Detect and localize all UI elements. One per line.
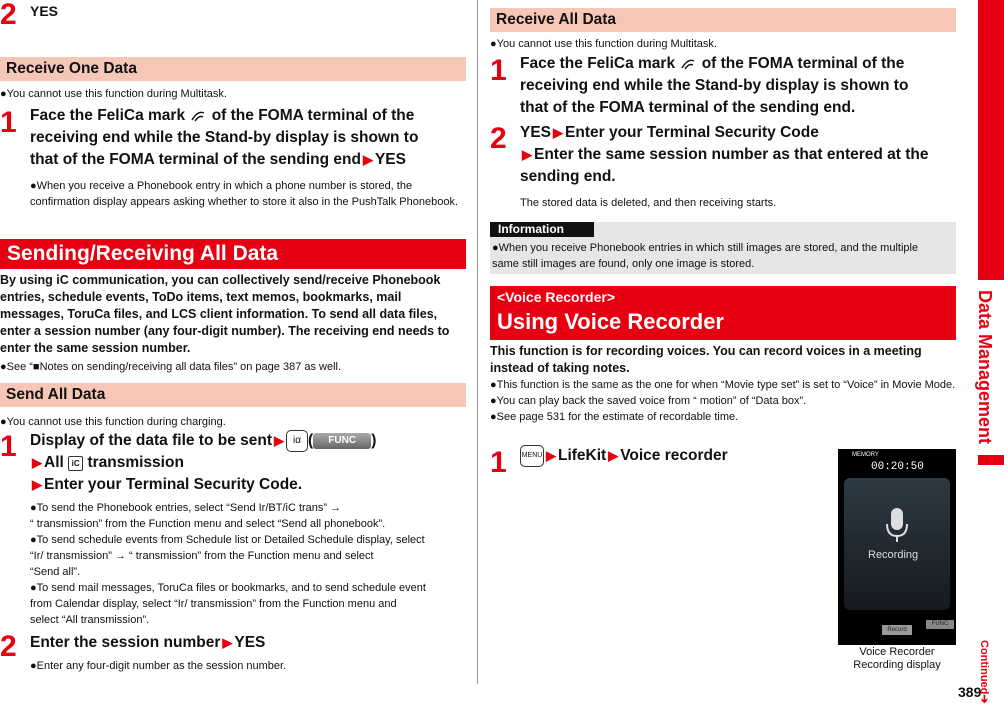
notes-list: ●To send the Phonebook entries, select “Send Ir/BT/iC trans” → “ transmission” from the Function menu and select “Send all phonebook”. ●To send schedule events from Schedule list or Detailed Schedule display, select “Ir/ transmission” → “ transmission” from the Function menu and select “Send all”. ●To send mail messages, ToruCa files or bookmarks, and to send schedule event from Calendar display, select “Ir/ transmission” from the Function menu and select “All transmission”.	[30, 502, 426, 626]
recording-label: Recording	[868, 549, 919, 561]
felica-mark-icon	[679, 57, 697, 71]
menu-key-icon: MENU	[520, 445, 544, 467]
note: ●Enter any four-digit number as the session number.	[30, 660, 287, 672]
arrow-icon: ▶	[222, 635, 233, 650]
arrow-icon: ▶	[32, 455, 42, 471]
side-index-tab	[978, 455, 1004, 465]
voice-header: Using Voice Recorder	[497, 309, 724, 334]
plain-text: The stored data is deleted, and then receiving starts.	[520, 197, 777, 209]
ic-transmission-icon: iC	[68, 456, 83, 471]
arrow-icon: ▶	[546, 448, 556, 464]
continued-label: Continued➔	[978, 640, 990, 704]
step-number: 1	[0, 106, 17, 139]
section-header-receive-all: Receive All Data	[490, 8, 956, 32]
step-text: MENU ▶ LifeKit ▶ Voice recorder	[520, 445, 728, 467]
step-number: 1	[490, 446, 507, 479]
screen-caption: Voice Recorder Recording display	[853, 646, 941, 671]
arrow-icon: ▶	[608, 448, 619, 464]
body-text: By using iC communication, you can collectively send/receive Phonebook entries, schedule events, ToDo items, text memos, bookmarks, mail messages, ToruCa files, and LCS client information. To send all data files, enter a session number (any four-digit number). The receiving end needs to enter the same session number.	[0, 273, 450, 355]
note: ●You cannot use this function during charging.	[0, 416, 226, 428]
page-number: 389	[958, 684, 982, 700]
note: ●When you receive a Phonebook entry in which a phone number is stored, the confirmation display appears asking whether to store it also in the PushTalk Phonebook.	[30, 180, 459, 208]
arrow-icon: ▶	[522, 147, 532, 162]
section-side-label: Data Management	[975, 290, 995, 445]
record-softkey: Record	[882, 625, 912, 635]
notes-list: ●This function is the same as the one for when “Movie type set” is set to “Voice” in Movie Mode. ●You can play back the saved voice from “ motion” of “Data box”. ●See page 531 for the estimate of recordable time.	[490, 379, 956, 423]
note: ●See “■Notes on sending/receiving all data files” on page 387 as well.	[0, 361, 342, 373]
step-number: 2	[0, 0, 17, 31]
body-text: This function is for recording voices. You can record voices in a meeting instead of taking notes.	[490, 344, 922, 375]
section-header-send-all: Send All Data	[0, 383, 466, 407]
record-timer: 00:20:50	[871, 461, 924, 473]
information-text: ●When you receive Phonebook entries in which still images are stored, and the multiple same still images are found, only one image is stored.	[492, 242, 919, 270]
step-number: 1	[0, 430, 17, 463]
microphone-icon	[883, 506, 911, 546]
arrow-icon: ▶	[553, 125, 564, 140]
note: ●You cannot use this function during Multitask.	[0, 88, 227, 100]
step-text: Face the FeliCa mark of the FOMA terminal of the receiving end while the Stand-by display is shown to that of the FOMA terminal of the sending end ▶ YES	[30, 107, 419, 168]
step-number: 2	[0, 630, 17, 663]
voice-subheader: <Voice Recorder>	[497, 289, 616, 305]
information-label: Information	[490, 222, 594, 237]
step-number: 1	[490, 54, 507, 87]
felica-mark-icon	[189, 109, 207, 123]
func-softkey: FUNC	[926, 620, 954, 629]
column-divider	[477, 0, 478, 684]
step-text: YES ▶ Enter your Terminal Security Code ▶ Enter the same session number as that entered at the sending end.	[520, 124, 929, 185]
step-text: Face the FeliCa mark of the FOMA terminal of the receiving end while the Stand-by display is shown to that of the FOMA terminal of the sending end.	[520, 55, 909, 116]
step-text: Enter the session number ▶ YES	[30, 634, 266, 651]
note: ●You cannot use this function during Multitask.	[490, 38, 717, 50]
step-text: Display of the data file to be sent ▶ iα ( FUNC ) ▶ All iC transmission ▶ Enter your Terminal Security Code.	[30, 430, 470, 496]
status-bar: MEMORY	[838, 449, 956, 461]
section-header-send-recv-all: Sending/Receiving All Data	[0, 239, 466, 269]
arrow-icon: ▶	[32, 477, 42, 493]
arrow-icon: ▶	[362, 152, 373, 167]
func-softkey-icon: FUNC	[313, 433, 371, 449]
section-header-receive-one: Receive One Data	[0, 57, 466, 81]
phone-screen	[838, 449, 956, 645]
side-index-tab	[978, 0, 1004, 280]
i-alpha-key-icon: iα	[286, 430, 308, 452]
step-text: YES	[30, 3, 59, 19]
step-number: 2	[490, 122, 507, 155]
arrow-icon: ▶	[274, 433, 285, 449]
